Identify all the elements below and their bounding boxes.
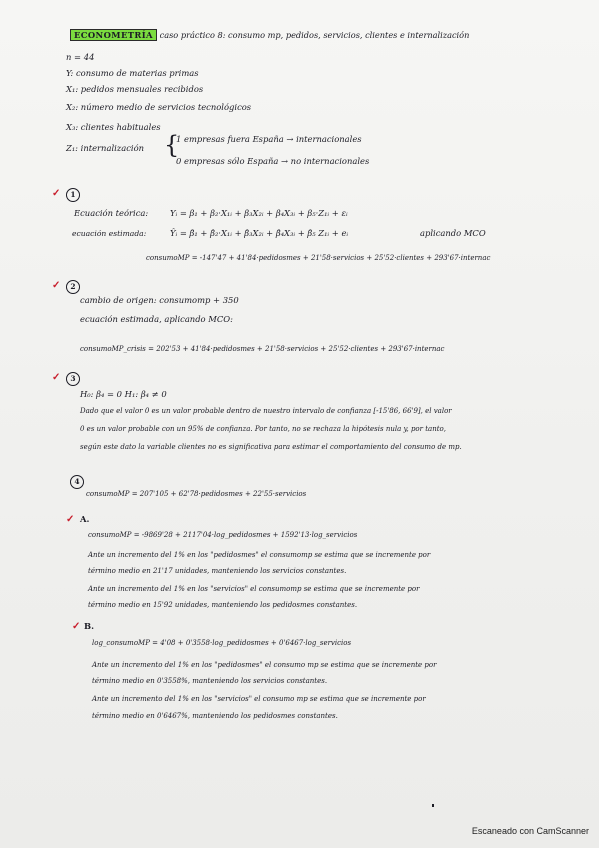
part-b-equation: log_consumoMP = 4'08 + 0'3558·log_pedidosmes + 0'6467·log_servicios <box>92 639 352 647</box>
section2-label: ecuación estimada, aplicando MCO: <box>80 314 233 324</box>
section4-result: consumoMP = 207'105 + 62'78·pedidosmes + 22'55·servicios <box>86 490 307 498</box>
origin-change: cambio de origen: consumomp + 350 <box>80 295 239 305</box>
estimated-label: ecuación estimada: <box>72 229 147 238</box>
part-a-line-3: Ante un incremento del 1% en los "servicios" el consumomp se estima que se incremente por <box>88 585 420 593</box>
red-check-icon: ✓ <box>66 514 75 525</box>
red-check-icon: ✓ <box>72 621 81 632</box>
scanner-watermark: Escaneado con CamScanner <box>471 826 589 836</box>
section-number-1: 1 <box>66 188 80 202</box>
section-number-2: 2 <box>66 280 80 294</box>
part-a-equation: consumoMP = -9869'28 + 2117'04·log_pedidosmes + 1592'13·log_servicios <box>88 531 358 539</box>
part-a-line-2: término medio en 21'17 unidades, manteniendo los servicios constantes. <box>88 567 347 575</box>
part-b-line-1: Ante un incremento del 1% en los "pedidosmes" el consumo mp se estima que se incremente por <box>92 661 437 669</box>
conclusion-line-1: Dado que el valor 0 es un valor probable dentro de nuestro intervalo de confianza [-15'86, 66'9], el valor <box>80 407 452 415</box>
part-b-line-3: Ante un incremento del 1% en los "servicios" el consumo mp se estima que se incremente por <box>92 695 426 703</box>
estimated-equation: Ŷᵢ = β̂₁ + β̂₂·X₁ᵢ + β̂₃X₂ᵢ + β̂₄X₃ᵢ + β̂₅ Z₁ᵢ + eᵢ <box>170 228 349 238</box>
part-a-line-1: Ante un incremento del 1% en los "pedidosmes" el consumomp se estima que se incremente por <box>88 551 431 559</box>
header-line <box>70 30 469 41</box>
part-a-line-4: término medio en 15'92 unidades, manteniendo los pedidosmes constantes. <box>88 601 358 609</box>
red-check-icon: ✓ <box>52 280 61 291</box>
section1-result: consumoMP = -147'47 + 41'84·pedidosmes + 21'58·servicios + 25'52·clientes + 293'67·internac <box>146 254 491 262</box>
definition-x3: X₃: clientes habituales <box>66 122 161 132</box>
part-b-line-2: término medio en 0'3558%, manteniendo los servicios constantes. <box>92 677 328 685</box>
section-number-4: 4 <box>70 475 84 489</box>
definition-z1: Z₁: internalización <box>66 143 145 153</box>
section-number-3: 3 <box>66 372 80 386</box>
part-a-label: A. <box>80 514 90 524</box>
estimation-note: aplicando MCO <box>420 228 486 238</box>
section2-result: consumoMP_crisis = 202'53 + 41'84·pedidosmes + 21'58·servicios + 25'52·clientes + 293'67·internac <box>80 345 445 353</box>
brace-icon: { <box>164 131 180 159</box>
dummy-zero: 0 empresas sólo España → no internacionales <box>176 156 370 166</box>
dummy-one: 1 empresas fuera España → internacionales <box>176 134 362 144</box>
subject-highlight: ECONOMETRÍA <box>70 29 157 41</box>
theory-label: Ecuación teórica: <box>74 208 149 218</box>
red-check-icon: ✓ <box>52 188 61 199</box>
definition-n: n = 44 <box>66 52 95 62</box>
conclusion-line-2: 0 es un valor probable con un 95% de confianza. Por tanto, no se rechaza la hipótesis nula y, por tanto, <box>80 425 446 433</box>
part-b-line-4: término medio en 0'6467%, manteniendo los pedidosmes constantes. <box>92 712 338 720</box>
hypotheses: H₀: β₄ = 0 H₁: β₄ ≠ 0 <box>80 389 167 399</box>
ink-dot <box>432 804 434 807</box>
header-title: caso práctico 8: consumo mp, pedidos, servicios, clientes e internalización <box>159 30 470 40</box>
conclusion-line-3: según este dato la variable clientes no es significativa para estimar el comportamiento del consumo de mp. <box>80 443 462 451</box>
part-b-label: B. <box>84 621 94 631</box>
definition-x1: X₁: pedidos mensuales recibidos <box>66 84 204 94</box>
red-check-icon: ✓ <box>52 372 61 383</box>
theory-equation: Yᵢ = β₁ + β₂·X₁ᵢ + β₃X₂ᵢ + β₄X₃ᵢ + β₅·Z₁ᵢ + εᵢ <box>170 208 348 218</box>
definition-y: Y: consumo de materias primas <box>66 68 199 78</box>
definition-x2: X₂: número medio de servicios tecnológicos <box>66 102 252 112</box>
